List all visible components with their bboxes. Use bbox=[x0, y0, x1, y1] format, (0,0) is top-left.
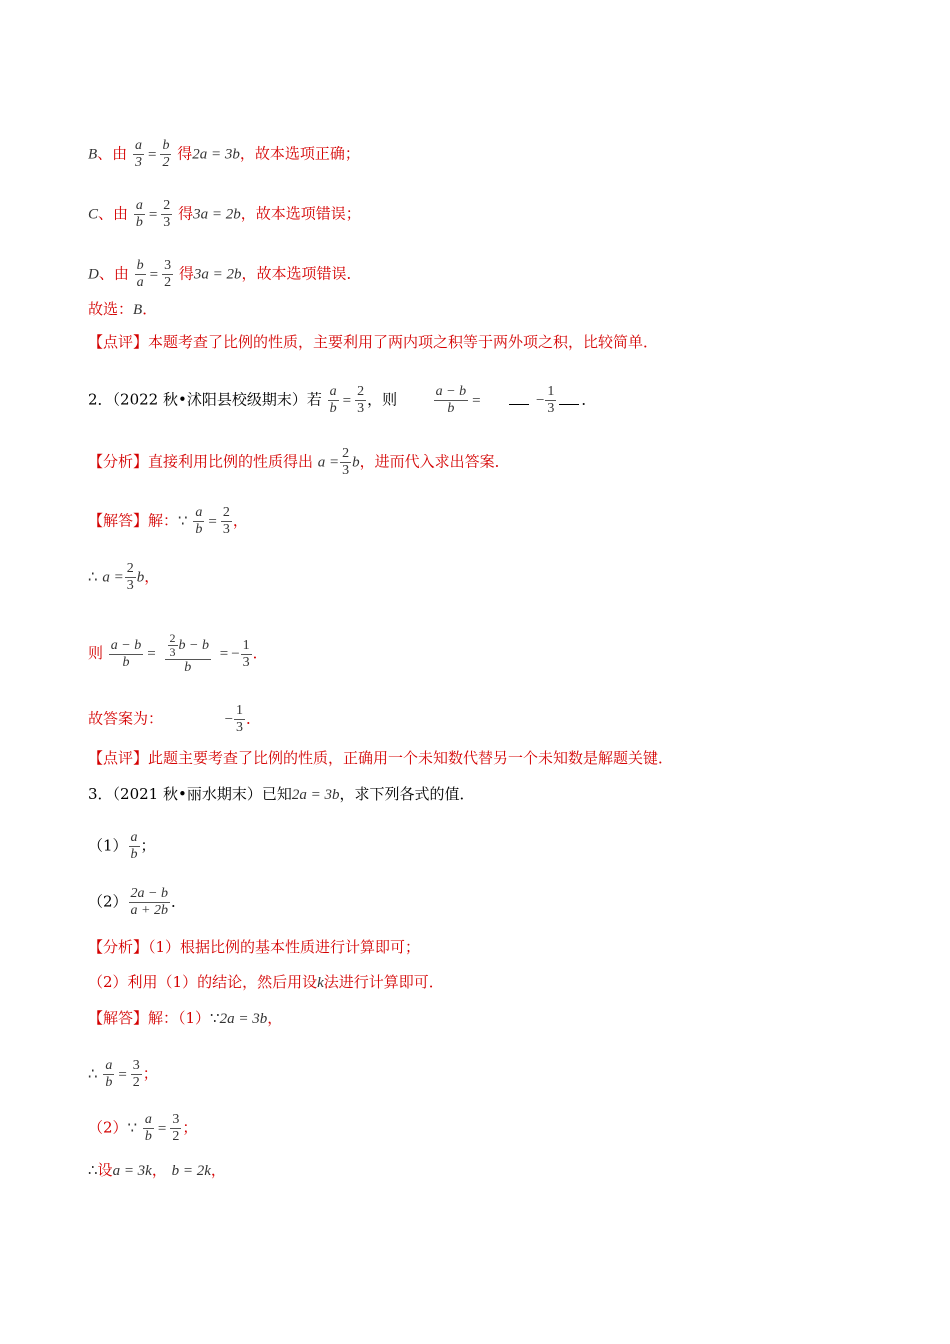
then-2: 则 $\frac{a - b}{b}$ = $\frac{2}{3}$ b − b b = − $\frac{1}{3}$ ． bbox=[88, 631, 268, 675]
question-3-part-2: （2） $\frac{2a - b}{a + 2b}$ ． bbox=[88, 886, 187, 918]
equation: 2a = 3b bbox=[192, 146, 240, 163]
fraction: $\frac{2}{3}$ bbox=[222, 505, 230, 537]
option-d-line: D、由 $\frac{b}{a}$ = $\frac{3}{2}$ 得3a = 2b，故本选项错误． bbox=[88, 258, 362, 290]
solution-3-part-2: （2）∵ $\frac{a}{b}$ = $\frac{3}{2}$ ； bbox=[88, 1112, 198, 1144]
fraction: $\frac{1}{3}$ bbox=[236, 703, 244, 735]
fraction: $\frac{a}{b}$ bbox=[105, 1058, 113, 1090]
analysis-3: 【分析】（1）根据比例的基本性质进行计算即可； bbox=[88, 938, 421, 956]
final-answer-2: 故答案为： − $\frac{1}{3}$ ． bbox=[88, 703, 262, 735]
question-2: 2．（2022 秋•沭阳县校级期末）若 $\frac{a}{b}$ = $\frac{2}{3}$ ，则 $\frac{a - b}{b}$ = − $\frac{1}{3}$ ． bbox=[88, 384, 597, 416]
solution-2: 【解答】解：∵ $\frac{a}{b}$ = $\frac{2}{3}$ ， bbox=[88, 505, 248, 537]
answer-blank bbox=[559, 390, 579, 405]
fraction: $\frac{2}{3}$ bbox=[163, 198, 171, 230]
fraction: $\frac{a}{b}$ bbox=[329, 384, 337, 416]
review-note: 【点评】此题主要考查了比例的性质，正确用一个未知数代替另一个未知数是解题关键． bbox=[88, 749, 674, 767]
fraction: $\frac{a}{b}$ bbox=[130, 830, 138, 862]
review-note: 【点评】本题考查了比例的性质，主要利用了两内项之积等于两外项之积，比较简单． bbox=[88, 333, 659, 351]
fraction: $\frac{3}{2}$ bbox=[172, 1112, 180, 1144]
fraction: $\frac{a - b}{b}$ bbox=[435, 384, 467, 416]
option-label: B bbox=[88, 146, 98, 163]
nested-fraction: $\frac{2}{3}$ b − b b bbox=[165, 632, 211, 676]
fraction: $\frac{a}{b}$ bbox=[195, 505, 203, 537]
question-3: 3．（2021 秋•丽水期末）已知2a = 3b，求下列各式的值． bbox=[88, 785, 475, 803]
fraction: $\frac{1}{3}$ bbox=[242, 637, 250, 670]
set-k: ∴设a = 3k， b = 2k， bbox=[88, 1161, 226, 1179]
fraction: $\frac{b}{2}$ bbox=[162, 138, 170, 170]
fraction: $\frac{1}{3}$ bbox=[547, 384, 555, 416]
fraction: $\frac{3}{2}$ bbox=[132, 1058, 140, 1090]
equation: 3a = 2b bbox=[193, 266, 242, 283]
fraction: $\frac{3}{2}$ bbox=[164, 258, 172, 290]
option-label: D bbox=[88, 266, 99, 283]
answer-choice: 故选：B． bbox=[88, 300, 158, 318]
option-label: C bbox=[88, 206, 99, 223]
therefore-3: ∴ $\frac{a}{b}$ = $\frac{3}{2}$ ； bbox=[88, 1058, 158, 1090]
therefore-2: ∴ a = $\frac{2}{3}$ b， bbox=[88, 561, 160, 593]
answer-blank bbox=[509, 390, 529, 405]
analysis-2: 【分析】直接利用比例的性质得出 a = $\frac{2}{3}$ b，进而代入求出答案． bbox=[88, 446, 510, 478]
fraction: $\frac{a}{b}$ bbox=[135, 198, 143, 230]
fraction: $\frac{a - b}{b}$ bbox=[110, 637, 142, 670]
fraction: $\frac{a}{b}$ bbox=[144, 1112, 152, 1144]
fraction: $\frac{2}{3}$ bbox=[357, 384, 365, 416]
option-c-line: C、由 $\frac{a}{b}$ = $\frac{2}{3}$ 得3a = 2b，故本选项错误； bbox=[88, 198, 361, 230]
fraction: $\frac{2}{3}$ bbox=[126, 561, 134, 593]
equation: 3a = 2b bbox=[193, 206, 241, 223]
fraction: $\frac{a}{3}$ bbox=[134, 138, 142, 170]
option-b-line: B、由 $\frac{a}{3}$ = $\frac{b}{2}$ 得2a = 3b，故本选项正确； bbox=[88, 138, 360, 170]
analysis-3-part-2: （2）利用（1）的结论，然后用设k法进行计算即可． bbox=[88, 973, 444, 991]
question-3-part-1: （1） $\frac{a}{b}$ ； bbox=[88, 830, 156, 862]
fraction: $\frac{2}{3}$ bbox=[342, 446, 350, 478]
fraction: $\frac{2a - b}{a + 2b}$ bbox=[130, 886, 168, 918]
solution-3: 【解答】解：（1）∵2a = 3b， bbox=[88, 1009, 283, 1027]
fraction: $\frac{b}{a}$ bbox=[136, 258, 144, 290]
